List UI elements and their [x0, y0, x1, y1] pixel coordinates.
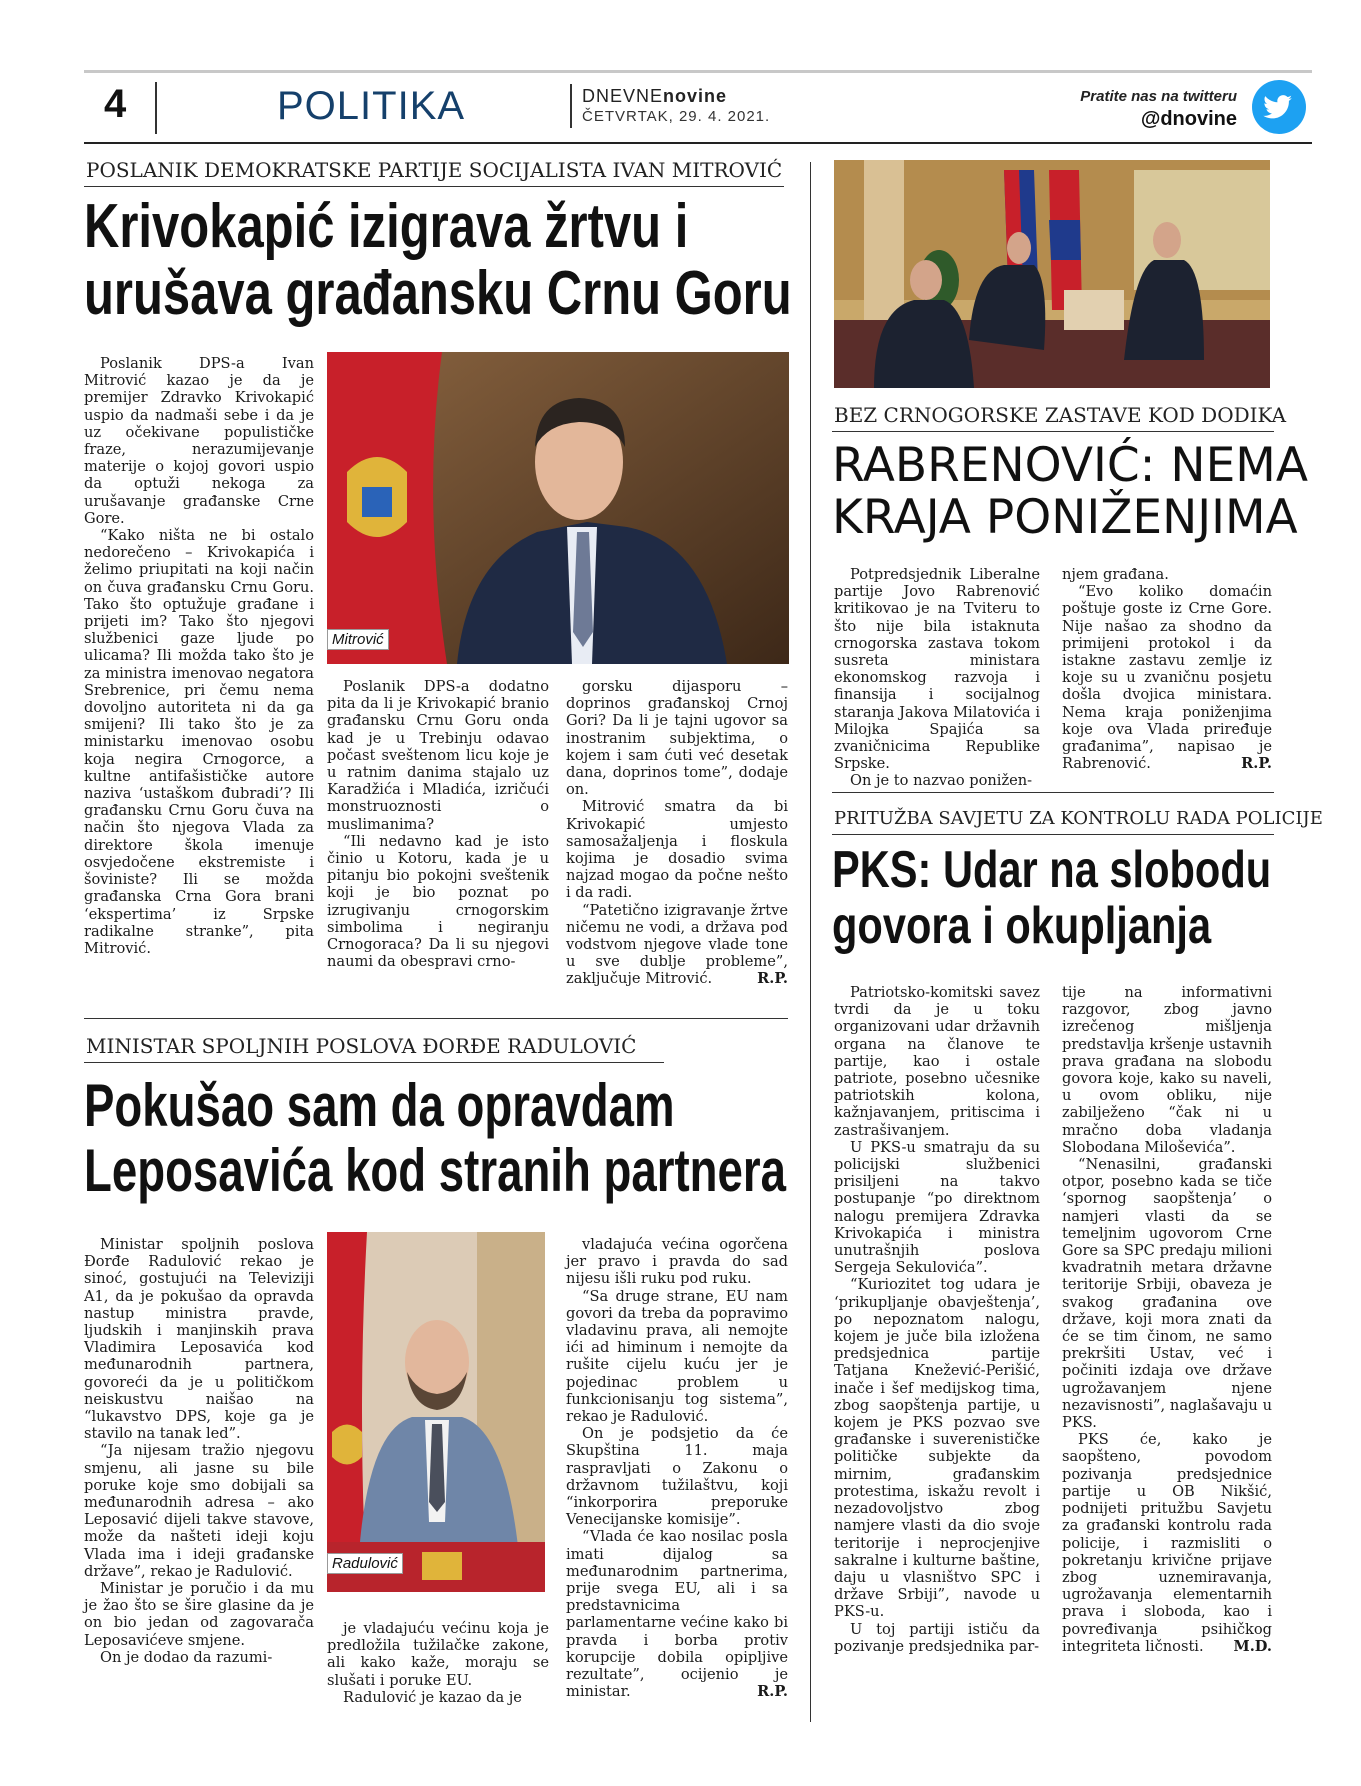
article2-para1: Potpredsjednik Liberalne partije Jovo Rabrenović kritikovao je na Tviteru to što nije bila istaknuta crnogorska zastava tokom susreta ministara ekonomskog razvoja i finansija i socijalnog staranja Jakova Milatovića i Milojka Spajića sa zvaničnicima Republike Srpske. [834, 566, 1040, 773]
issue-date: ČETVRTAK, 29. 4. 2021. [582, 108, 771, 125]
article1-headline [84, 194, 827, 328]
article3-signature: M.D. [1233, 1637, 1272, 1655]
article1-para4: “Ili nedavno kad je isto činio u Kotoru, kada je u pitanju bio pokojni sveštenik koji je bio poznat po izrugivanju crnogorskim simbolima i negiranju Crnogoraca? Da li su njegovi naumi da obespravi crno- [327, 832, 549, 971]
article4-col2 [327, 1620, 549, 1706]
article2-headline-line2: KRAJA PONIŽENJIMA [832, 489, 1298, 545]
header-divider [155, 82, 157, 134]
article2-headline-line1: RABRENOVIĆ: NEMA [832, 438, 1308, 493]
article4-col1 [84, 1236, 314, 1666]
article1-para2: “Kako ništa ne bi ostalo nedorečeno – Krivokapića i želimo priupitati na koji način on čuva građansku Crnu Goru. Tako što optužuje građane i prijeti im? Tako što njegovi službenici gaze ljude po ulicama? Ili možda tako što je za ministra imenovao negatora Srebrenice, pri čemu nema dovoljno autoriteta ni da ga smijeni? Ili tako što je za ministarku imenovao osobu koja negira Crnogorce, a kultne antifašističke autore naziva ‘ustaškom đubradi’? Ili građansku Crnu Goru čuva na način što njegova Vlada za direktore škola imenuje osvjedočene ekstremiste i šoviniste? Ili se možda građanska Crna Gora brani ‘ekspertima’ iz Srpske radikalne stranke”, pita Mitrović. [84, 527, 314, 957]
article1-para3: Poslanik DPS-a dodatno pita da li je Krivokapić branio građansku Crnu Goru onda kad je u Trebinju odavao počast sveštenom licu koje je u ratnim danima stajalo uz Karadžića i Mladića, izričući monstruoznosti o muslimanima? [327, 678, 549, 833]
mitrovic-portrait [327, 352, 789, 664]
article2-headline [832, 440, 1308, 543]
article4-para5: je vladajuću većinu koja je predložila tužilačke zakone, ali kako kaže, moraju se slušati i poruke EU. [327, 1620, 549, 1689]
article4-col3 [566, 1236, 788, 1700]
article3-headline-line1: PKS: Udar na slobodu [832, 841, 1272, 899]
article1-bottom-rule [84, 1018, 788, 1019]
article4-para10 [566, 1528, 788, 1700]
article1-signature: R.P. [757, 970, 788, 988]
article4-para7: vladajuća većina ogorčena jer pravo i pravda do sad nijesu išli ruku pod ruku. [566, 1236, 788, 1288]
page-number: 4 [104, 82, 127, 126]
article1-para7-text: “Patetično izigravanje žrtve ničemu ne vodi, a država pod vodstvom njegove vlade tone u sve dublje probleme”, zaključuje Mitrović. [566, 901, 788, 988]
article3-para7 [1062, 1431, 1272, 1655]
article3-kicker: PRITUŽBA SAVJETU ZA KONTROLU RADA POLICIJE [834, 808, 1323, 829]
article1-para7 [566, 902, 788, 988]
dodik-meeting-photo [834, 160, 1270, 388]
article1-para5: gorsku dijasporu – doprinos građanskoj Crnoj Gori? Da li je tajni ugovor sa inostranim subjektima, o kojem i sam ćuti već desetak dana, doprinos tome”, dodaje on. [566, 678, 788, 799]
article1-col1 [84, 355, 314, 957]
article3-kicker-rule [832, 834, 1274, 835]
twitter-bird-icon[interactable] [1252, 80, 1306, 134]
article1-col3 [566, 678, 788, 988]
article1-para1: Poslanik DPS-a Ivan Mitrović kazao je da je premijer Zdravko Krivokapić uspio da nadmaši sebe i da je uz očekivane populističke fraze, nerazumijevanje materije o kojoj govori uspio da optuži nekoga za urušavanje građanske Crne Gore. [84, 355, 314, 527]
article3-col1 [834, 984, 1040, 1655]
article1-headline-line2: urušava građansku Crnu Goru [84, 258, 792, 328]
brand-light: DNEVNE [582, 86, 664, 106]
article3-para1: Patriotsko-komitski savez tvrdi da je u toku organizovani udar državnih organa na članove te partije, kao i ostale patriote, posebno učesnike patriotskih kolona, kažnjavanjem, pritiscima i zastrašivanjem. [834, 984, 1040, 1139]
article2-photo [834, 160, 1270, 388]
article2-signature: R.P. [1241, 755, 1272, 773]
article3-para3: “Kuriozitet tog udara je ‘prikupljanje obavještenja’, po nepoznatom nalogu, kojem je juče bila izložena predsjednica partije Tatjana Knežević-Perišić, inače i šef medijskog tima, zbog saopštenja partije, u kojem je PKS pozvao sve građanske i suverenističke političke subjekte da mirnim, građanskim protestima, iskažu revolt i nezadovoljstvo zbog namjere vlasti da dio svoje teritorije i neprocjenjive sakralne i kulturne baštine, daju u vlasništvo SPC i države Srbiji”, navode u PKS-u. [834, 1276, 1040, 1621]
article4-para6: Radulović je kazao da je [343, 1688, 522, 1706]
article3-col2 [1062, 984, 1272, 1655]
article4-kicker: MINISTAR SPOLJNIH POSLOVA ĐORĐE RADULOVIĆ [86, 1034, 637, 1058]
article1-photo-caption: Mitrović [327, 629, 389, 650]
article1-headline-line1: Krivokapić izigrava žrtvu i [84, 192, 689, 261]
article2-kicker: BEZ CRNOGORSKE ZASTAVE KOD DODIKA [834, 403, 1287, 427]
article4-headline [84, 1074, 798, 1204]
article2-para4-text: “Evo koliko domaćin poštuje goste iz Crne Gore. Nije našao za shodno da primijeni protokol i da istakne zastavu zemlje iz koje su u zvaničnu posjetu došla dvojica ministara. Nema kraja poniženjima koje ova Vlada priređuje građanima”, napisao je Rabrenović. [1062, 583, 1272, 773]
article4-para4: On je dodao da razumi- [100, 1648, 273, 1666]
article2-para2: On je to nazvao ponižen- [850, 772, 1033, 790]
article3-headline-line2: govora i okupljanja [832, 897, 1212, 956]
header-top-rule [84, 70, 1312, 73]
twitter-handle[interactable]: @dnovine [1140, 108, 1237, 130]
article1-photo [327, 352, 789, 664]
article3-para6: “Nenasilni, građanski otpor, posebno kada se tiče ‘spornog saopštenja’ o namjeri vlasti da se temeljnim ugovorom Crne Gore sa SPC predaju milioni kvadratnih metara državne teritorije Srbiji, obaveza je svakog građanina ove države, koji mora znati da će se tim činom, ne samo prekršiti Ustav, već i počiniti izdaja ove države ugrožavanjem njene nezavisnosti”, naglašavaju u PKS. [1062, 1156, 1272, 1432]
article3-para2: U PKS-u smatraju da su policijski službenici prisiljeni na takvo postupanje “po direktnom nalogu premijera Zdravka Krivokapića i ministra unutrašnjih poslova Sergeja Sekulovića”. [834, 1138, 1040, 1277]
article2-col2 [1062, 566, 1272, 772]
article4-kicker-rule [84, 1062, 664, 1063]
article3-para7-text: PKS će, kako je saopšteno, povodom pozivanja predsjednice partije u OB Nikšić, podnijeti pritužbu Savjetu za građanski kontrolu rada policije, i razmisliti o pokretanju krivične prijave zbog uznemiravanja, ugrožavanja elementarnih prava i sloboda, kao i povređivanja psihičkog integriteta ličnosti. [1062, 1431, 1272, 1655]
article2-para3: njem građana. [1062, 566, 1169, 583]
article4-para9: On je podsjetio da će Skupština 11. maja raspravljati o Zakonu o državnom tužilaštvu, koji “inkorporira preporuke Venecijanske komisije”. [566, 1425, 788, 1529]
article3-headline [832, 842, 1280, 954]
article2-bottom-rule [832, 792, 1274, 793]
radulovic-portrait [327, 1232, 545, 1592]
article4-headline-line2: Leposavića kod stranih partnera [84, 1136, 786, 1204]
article2-col1 [834, 566, 1040, 790]
brand-bold: novine [663, 86, 728, 106]
twitter-prompt: Pratite nas na twitteru [1080, 88, 1237, 105]
article2-kicker-rule [832, 431, 1274, 432]
brand-logo [582, 86, 727, 107]
article4-para10-text: “Vlada će kao nosilac posla imati dijalog sa međunarodnim partnerima, prije svega EU, ali i sa predstavnicima parlamentarne većine kako bi pravda i borba protiv korupcije dobila opipljive rezultate”, ocijenio je ministar. [566, 1528, 788, 1701]
article1-col2 [327, 678, 549, 970]
article4-para8: “Sa druge strane, EU nam govori da treba da popravimo vladavinu prava, ali nemojte ići ad himinum i nemojte da rušite cijelu kuću jer je pojedinac problem u funkcionisanju tog sistema”, rekao je Radulović. [566, 1287, 788, 1426]
article4-photo-caption: Radulović [327, 1553, 403, 1574]
article3-para5: tije na informativni razgovor, zbog javno izrečenog mišljenja predstavlja kršenje ustavnih prava građana na slobodu govora koje, kako su naveli, u ovom obliku, nije zabilježeno “čak ni u mračno doba vladanja Slobodana Miloševića”. [1062, 984, 1272, 1156]
article4-signature: R.P. [757, 1683, 788, 1701]
article1-para6: Mitrović smatra da bi Krivokapić umjesto samosažaljenja i floskula kojima je dosadio svima najzad mogao da počne nešto i da radi. [566, 798, 788, 902]
section-title: POLITIKA [277, 84, 466, 128]
article4-photo [327, 1232, 545, 1592]
article4-para1: Ministar spoljnih poslova Đorđe Radulović rekao je sinoć, gostujući na Televiziji A1, da je pokušao da opravda nastup ministra pravde, ljudskih i manjinskih prava Vladimira Leposavića kod međunarodnih partnera, govoreći da je u političkom neiskustvu naišao na “lukavstvo DPS, koje ga je stavilo na tanak led”. [84, 1236, 314, 1443]
twitter-bird-glyph [1252, 80, 1306, 134]
article2-para4 [1062, 583, 1272, 772]
column-divider [810, 162, 811, 1722]
header-bottom-rule [84, 142, 1312, 144]
article4-para3: Ministar je poručio i da mu je žao što se šire glasine da je on bio jedan od zagovarača Leposavićeve smjene. [84, 1580, 314, 1649]
article1-kicker: POSLANIK DEMOKRATSKE PARTIJE SOCIJALISTA IVAN MITROVIĆ [86, 158, 783, 182]
brand-divider [570, 84, 572, 128]
article3-para4: U toj partiji ističu da pozivanje predsjednika par- [834, 1620, 1040, 1655]
article4-para2: “Ja nijesam tražio njegovu smjenu, ali jasne su bile poruke koje smo dobijali sa međunarodnih adresa – ako Leposavić dijeli takve stavove, može da našteti ideji koju Vlada ima i ideji građanske države”, rekao je Radulović. [84, 1442, 314, 1580]
article4-headline-line1: Pokušao sam da opravdam [84, 1072, 675, 1139]
article1-kicker-rule [84, 186, 784, 187]
